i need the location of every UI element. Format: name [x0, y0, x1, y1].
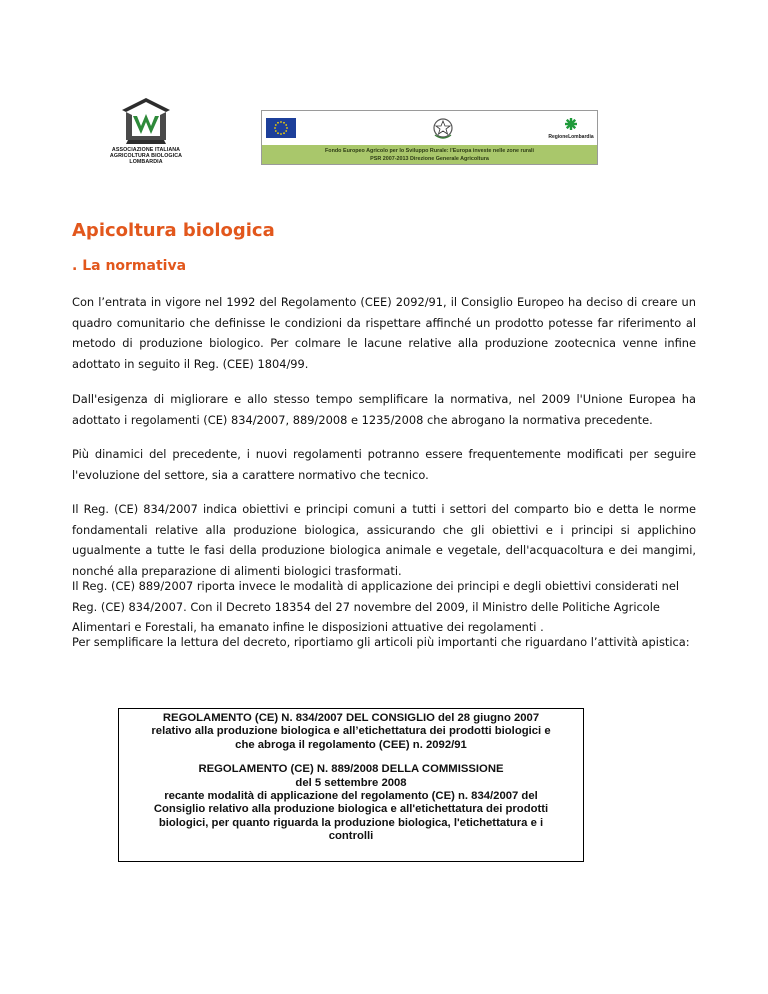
page-title: Apicoltura biologica [72, 220, 275, 241]
box-line: Consiglio relativo alla produzione biologica e all'etichettatura dei prodotti [153, 803, 549, 816]
box-spacer [119, 752, 583, 763]
regione-lombardia-rose-icon [547, 116, 595, 134]
paragraph-2: Dall'esigenza di migliorare e allo stesso tempo semplificare la normativa, nel 2009 l'Unione Europea ha adottato i regolamenti (CE) 834/2007, 889/2008 e 1235/2008 che abrogano la normativa precedente. [72, 392, 696, 427]
box-line: del 5 settembre 2008 [295, 776, 407, 789]
paragraph-5: Il Reg. (CE) 889/2007 riporta invece le modalità di applicazione dei principi e degli obiettivi considerati nel Reg. (CE) 834/2007. Con il Decreto 18354 del 27 novembre del 2009, il Ministro delle Politiche Agricole Alimentari e Forestali, ha emanato infine le disposizioni attuative dei regolamenti . [72, 579, 680, 634]
box-line: relativo alla produzione biologica e all’etichettatura dei prodotti biologici e [151, 725, 551, 738]
feasr-banner [261, 110, 598, 165]
regione-lombardia-label: RegioneLombardia [548, 134, 594, 140]
aiab-logo [96, 96, 196, 168]
paragraph-3: Più dinamici del precedente, i nuovi regolamenti potranno essere frequentemente modificati per seguire l'evoluzione del settore, sia a carattere normativo che tecnico. [72, 447, 696, 482]
regulations-box [118, 708, 584, 862]
paragraph-4: Il Reg. (CE) 834/2007 indica obiettivi e principi comuni a tutti i settori del comparto bio e detta le norme fondamentali relative alla produzione biologica, assicurando che gli obiettivi e i principi si applichino ugualmente a tutte le fasi della produzione biologica animale e vegetale, dell'acquacoltura e dei mangimi, nonché alla preparazione di alimenti biologici trasformati. [72, 502, 696, 578]
aiab-emblem-icon [118, 96, 174, 146]
box-line: REGOLAMENTO (CE) N. 889/2008 DELLA COMMISSIONE [198, 763, 504, 776]
italian-republic-emblem-icon [432, 117, 454, 141]
eu-flag-icon [266, 118, 296, 138]
section-heading-text: La normativa [82, 258, 187, 274]
aiab-logo-text [96, 147, 196, 165]
aiab-line-2: AGRICOLTURA BIOLOGICA [109, 153, 183, 159]
box-line: biologici, per quanto riguarda la produzione biologica, l'etichettatura e i [158, 816, 544, 829]
banner-logos [262, 111, 597, 145]
box-line: che abroga il regolamento (CEE) n. 2092/91 [235, 738, 467, 751]
regione-lombardia-logo [547, 116, 595, 142]
aiab-line-3: LOMBARDIA [129, 159, 163, 165]
box-line: REGOLAMENTO (CE) N. 834/2007 DEL CONSIGLIO del 28 giugno 2007 [162, 712, 540, 724]
box-line: controlli [328, 830, 374, 843]
section-bullet: . [72, 258, 78, 274]
banner-line-1: Fondo Europeo Agricolo per lo Sviluppo Rurale: l'Europa investe nelle zone rurali [325, 148, 534, 154]
banner-strip [262, 145, 597, 164]
paragraph-6: Per semplificare la lettura del decreto, riportiamo gli articoli più importanti che riguardano l’attività apistica: [72, 635, 690, 649]
aiab-line-1: ASSOCIAZIONE ITALIANA [111, 147, 181, 153]
banner-line-2: PSR 2007-2013 Direzione Generale Agricoltura [370, 156, 489, 162]
box-line: recante modalità di applicazione del regolamento (CE) n. 834/2007 del [164, 790, 538, 803]
section-heading [72, 258, 186, 274]
paragraph-1: Con l’entrata in vigore nel 1992 del Regolamento (CEE) 2092/91, il Consiglio Europeo ha deciso di creare un quadro comunitario che definisse le condizioni da rispettare affinché un prodotto potesse far riferimento al metodo di produzione biologico. Per colmare le lacune relative alla produzione zootecnica venne infine adottato in seguito il Reg. (CEE) 1804/99. [72, 295, 696, 371]
